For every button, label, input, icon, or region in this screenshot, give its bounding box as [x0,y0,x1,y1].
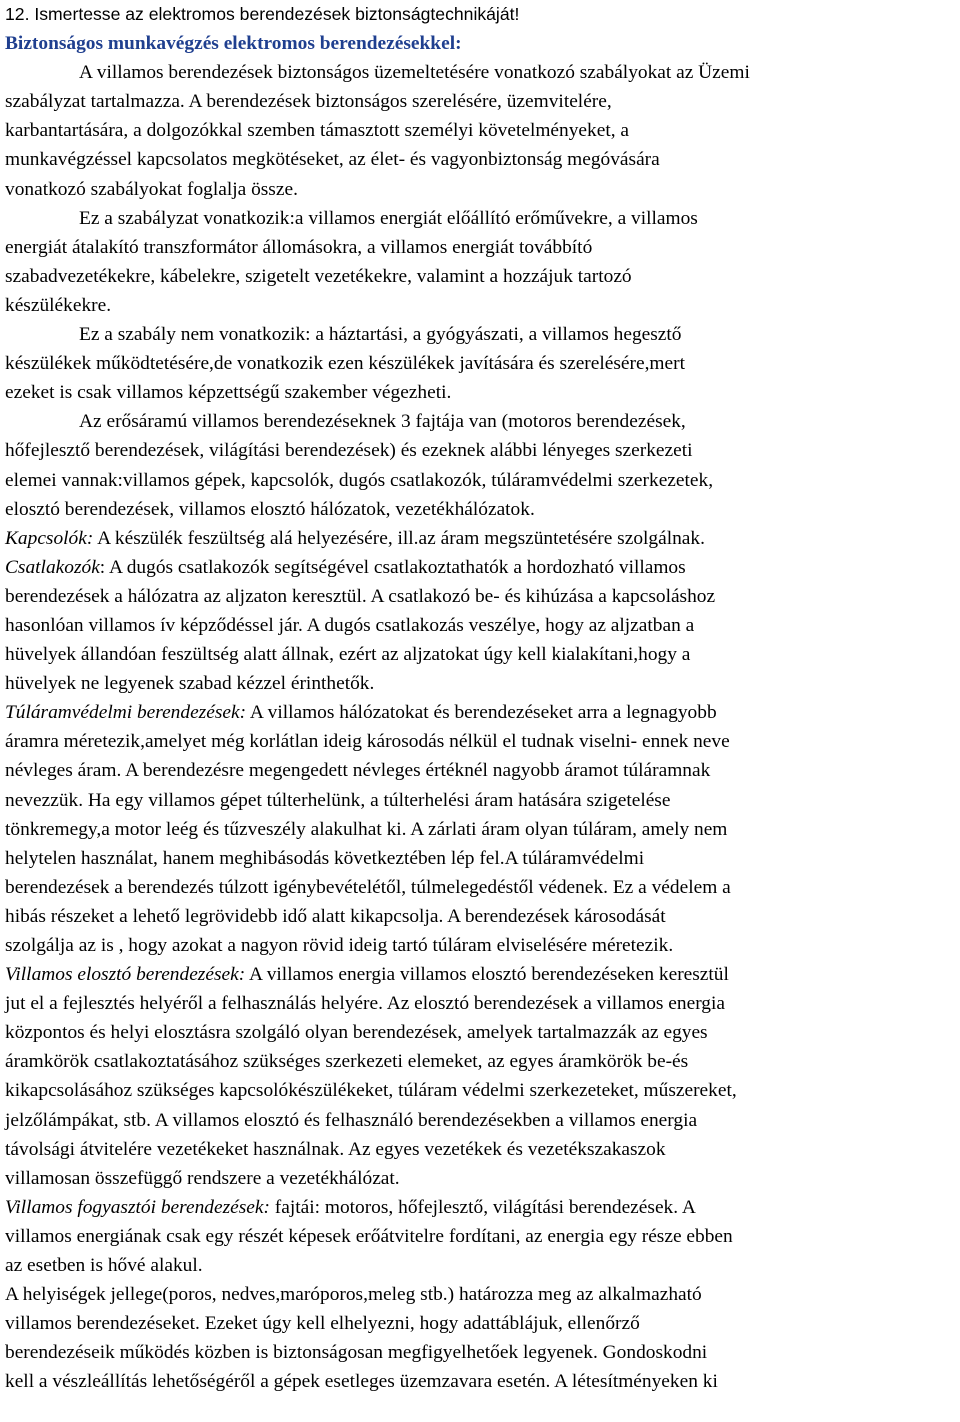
line-text: szolgálja az is , hogy azokat a nagyon rövid ideig tartó túláram elviselésére méretezik. [5,935,674,956]
line-text: szabadvezetékekre, kábelekre, szigetelt vezetékekre, valamint a hozzájuk tartozó [5,265,632,287]
text-line [5,844,953,873]
text-line [5,87,953,116]
text-line [5,582,953,611]
text-line [5,873,953,902]
text-line [5,1164,953,1193]
line-text: Ez a szabályzat vonatkozik:a villamos energiát előállító erőművekre, a villamos [79,207,698,229]
text-line [5,669,953,698]
text-line [5,1251,953,1280]
text-line [5,1076,953,1105]
text-line [5,1135,953,1164]
line-text: fajtái: motoros, hőfejlesztő, világítási berendezések. A [269,1196,696,1218]
line-text: készülékekre. [5,294,112,316]
text-line [5,931,953,960]
line-text: A villamos hálózatokat és berendezéseket arra a legnagyobb [246,702,717,724]
line-text: tönkremegy,a motor leég és tűzveszély alakulhat ki. A zárlati áram olyan túláram, amely nem [5,818,728,840]
text-line [5,291,953,320]
line-text: helytelen használat, hanem meghibásodás következtében lép fel.A túláramvédelmi [5,847,645,869]
text-line [5,495,953,524]
document-page [5,0,953,1397]
text-line [5,786,953,815]
line-text: A helyiségek jellege(poros, nedves,maróporos,meleg stb.) határozza meg az alkalmazható [5,1284,702,1306]
text-line [5,1367,953,1396]
text-line [5,145,953,174]
text-line [5,960,953,989]
line-text: karbantartására, a dolgozókkal szemben támasztott személyi követelményeket, a [5,120,630,142]
section-heading: Biztonságos munkavégzés elektromos berendezésekkel: [5,33,462,55]
text-line [5,1338,953,1367]
text-line [5,698,953,727]
line-text: villamosan összefüggő rendszere a vezetékhálózat. [5,1167,400,1189]
text-line [5,436,953,465]
text-line [5,640,953,669]
line-text: készülékek működtetésére,de vonatkozik ezen készülékek javítására és szerelésére,mert [5,353,685,375]
line-text: hüvelyek ne legyenek szabad kézzel érinthetők. [5,673,375,695]
text-line [5,320,953,349]
line-text: vonatkozó szabályokat foglalja össze. [5,178,298,200]
line-text: : A dugós csatlakozók segítségével csatlakoztathatók a hordozható villamos [99,556,686,578]
text-line [5,378,953,407]
line-text: jut el a fejlesztés helyéről a felhasználás helyére. Az elosztó berendezések a villamos energia [5,993,725,1015]
text-line [5,233,953,262]
line-text: az esetben is hővé alakul. [5,1255,203,1277]
text-line [5,611,953,640]
line-text: központos és helyi elosztásra szolgáló olyan berendezések, amelyek tartalmazzák az egyes [5,1022,708,1044]
term-label: Kapcsolók: [5,527,94,549]
text-line [5,116,953,145]
document-title: 12. Ismertesse az elektromos berendezések biztonságtechnikáját! [5,4,520,24]
text-line [5,989,953,1018]
line-text: kell a vészleállítás lehetőségéről a gépek esetleges üzemzavara esetén. A létesítményeken ki [5,1371,718,1393]
text-line [5,815,953,844]
line-text: elosztó berendezések, villamos elosztó hálózatok, vezetékhálózatok. [5,498,535,520]
line-text: hőfejlesztő berendezések, világítási berendezések) és ezeknek alábbi lényeges szerkezeti [5,440,693,462]
line-text: ezeket is csak villamos képzettségű szakember végezheti. [5,382,452,404]
text-line [5,553,953,582]
term-label: Villamos elosztó berendezések: [5,964,246,986]
line-text: hüvelyek állandóan feszültség alatt állnak, ezért az aljzatokat úgy kell kialakítani,hogy a [5,644,691,666]
line-text: hasonlóan villamos ív képződéssel jár. A dugós csatlakozás veszélye, hogy az aljzatban a [5,614,695,636]
text-line [5,58,953,87]
line-text: kikapcsolásához szükséges kapcsolókészülékeket, túláram védelmi szerkezeteket, műszereket, [5,1080,737,1102]
text-line [5,1309,953,1338]
text-line [5,407,953,436]
line-text: berendezések a berendezés túlzott igénybevételétől, túlmelegedéstől védenek. Ez a védelem a [5,876,731,898]
line-text: A villamos berendezések biztonságos üzemeltetésére vonatkozó szabályokat az Üzemi [79,62,750,84]
line-text: berendezések a hálózatra az aljzaton keresztül. A csatlakozó be- és kihúzása a kapcsoláshoz [5,585,716,607]
text-line [5,175,953,204]
document-body [5,58,953,1396]
line-text: energiát átalakító transzformátor állomásokra, a villamos energiát továbbító [5,236,593,258]
line-text: munkavégzéssel kapcsolatos megkötéseket, az élet- és vagyonbiztonság megóvására [5,149,660,171]
line-text: szabályzat tartalmazza. A berendezések biztonságos szerelésére, üzemvitelére, [5,91,612,113]
text-line [5,1106,953,1135]
line-text: névleges áram. A berendezésre megengedett névleges értéknél nagyobb áramot túláramnak [5,760,711,782]
line-text: A készülék feszültség alá helyezésére, ill.az áram megszüntetésére szolgálnak. [93,527,705,549]
text-line [5,1047,953,1076]
line-text: Az erősáramú villamos berendezéseknek 3 fajtája van (motoros berendezések, [79,411,686,433]
line-text: A villamos energia villamos elosztó berendezéseken keresztül [245,964,729,986]
line-text: villamos energiának csak egy részét képesek erőátvitelre fordítani, az energia egy része ebben [5,1225,733,1247]
line-text: távolsági átvitelére vezetékeket használnak. Az egyes vezetékek és vezetékszakaszok [5,1138,666,1160]
text-line [5,902,953,931]
text-line [5,349,953,378]
line-text: elemei vannak:villamos gépek, kapcsolók, dugós csatlakozók, túláramvédelmi szerkezetek, [5,469,714,491]
line-text: Ez a szabály nem vonatkozik: a háztartási, a gyógyászati, a villamos hegesztő [79,324,682,346]
line-text: hibás részeket a lehető legrövidebb idő alatt kikapcsolja. A berendezések károsodását [5,905,666,927]
text-line [5,1222,953,1251]
text-line [5,262,953,291]
text-line [5,756,953,785]
text-line [5,1280,953,1309]
term-label: Villamos fogyasztói berendezések: [5,1196,270,1218]
line-text: berendezéseik működés közben is biztonságosan megfigyelhetőek legyenek. Gondoskodni [5,1342,708,1364]
term-label: Túláramvédelmi berendezések: [5,702,247,724]
term-label: Csatlakozók [5,556,100,578]
line-text: jelzőlámpákat, stb. A villamos elosztó és felhasználó berendezésekben a villamos energia [5,1109,698,1131]
line-text: áramra méretezik,amelyet még korlátlan ideig károsodás nélkül el tudnak viselni- ennek neve [5,731,730,753]
text-line [5,1018,953,1047]
text-line [5,204,953,233]
text-line [5,1193,953,1222]
line-text: villamos berendezéseket. Ezeket úgy kell elhelyezni, hogy adattáblájuk, ellenőrző [5,1313,640,1335]
line-text: nevezzük. Ha egy villamos gépet túlterhelünk, a túlterhelési áram hatására szigetelése [5,789,671,811]
line-text: áramkörök csatlakoztatásához szükséges szerkezeti elemeket, az egyes áramkörök be-és [5,1051,689,1073]
text-line [5,727,953,756]
text-line [5,466,953,495]
text-line [5,524,953,553]
